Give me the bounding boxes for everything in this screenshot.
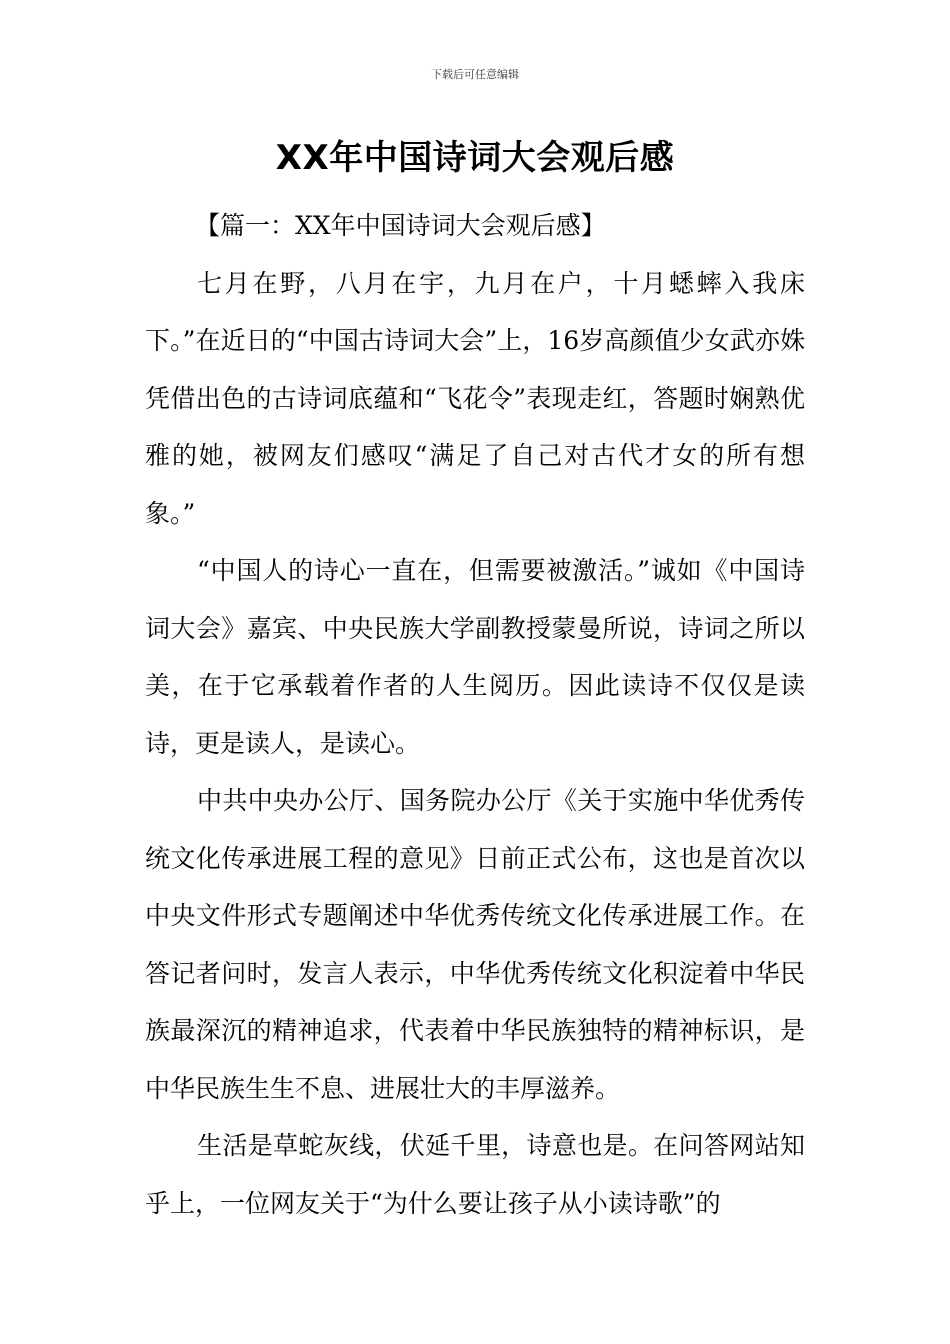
paragraph-3: 中共中央办公厅、国务院办公厅《关于实施中华优秀传统文化传承进展工程的意见》日前正式公布，这也是首次以中央文件形式专题阐述中华优秀传统文化传承进展工作。在答记者问时，发言人表示，中华优秀传统文化积淀着中华民族最深沉的精神追求，代表着中华民族独特的精神标识，是中华民族生生不息、进展壮大的丰厚滋养。 xyxy=(145,786,805,1103)
header-note: 下载后可任意编辑 xyxy=(431,68,519,81)
paragraph-1: 七月在野，八月在宇，九月在户，十月蟋蟀入我床下。”在近日的“中国古诗词大会”上，16岁高颜值少女武亦姝凭借出色的古诗词底蕴和“飞花令”表现走红，答题时娴熟优雅的她，被网友们感叹“满足了自己对古代才女的所有想象。” xyxy=(145,268,805,528)
document-title: XX年中国诗词大会观后感 xyxy=(275,138,675,178)
paragraph-4: 生活是草蛇灰线，伏延千里，诗意也是。在问答网站知乎上，一位网友关于“为什么要让孩子从小读诗歌”的 xyxy=(145,1131,805,1218)
section-heading: 【篇一：XX年中国诗词大会观后感】 xyxy=(195,211,606,240)
paragraph-2: “中国人的诗心一直在，但需要被激活。”诚如《中国诗词大会》嘉宾、中央民族大学副教授蒙曼所说，诗词之所以美，在于它承载着作者的人生阅历。因此读诗不仅仅是读诗，更是读人，是读心。 xyxy=(145,556,805,758)
document-body xyxy=(145,197,805,1232)
